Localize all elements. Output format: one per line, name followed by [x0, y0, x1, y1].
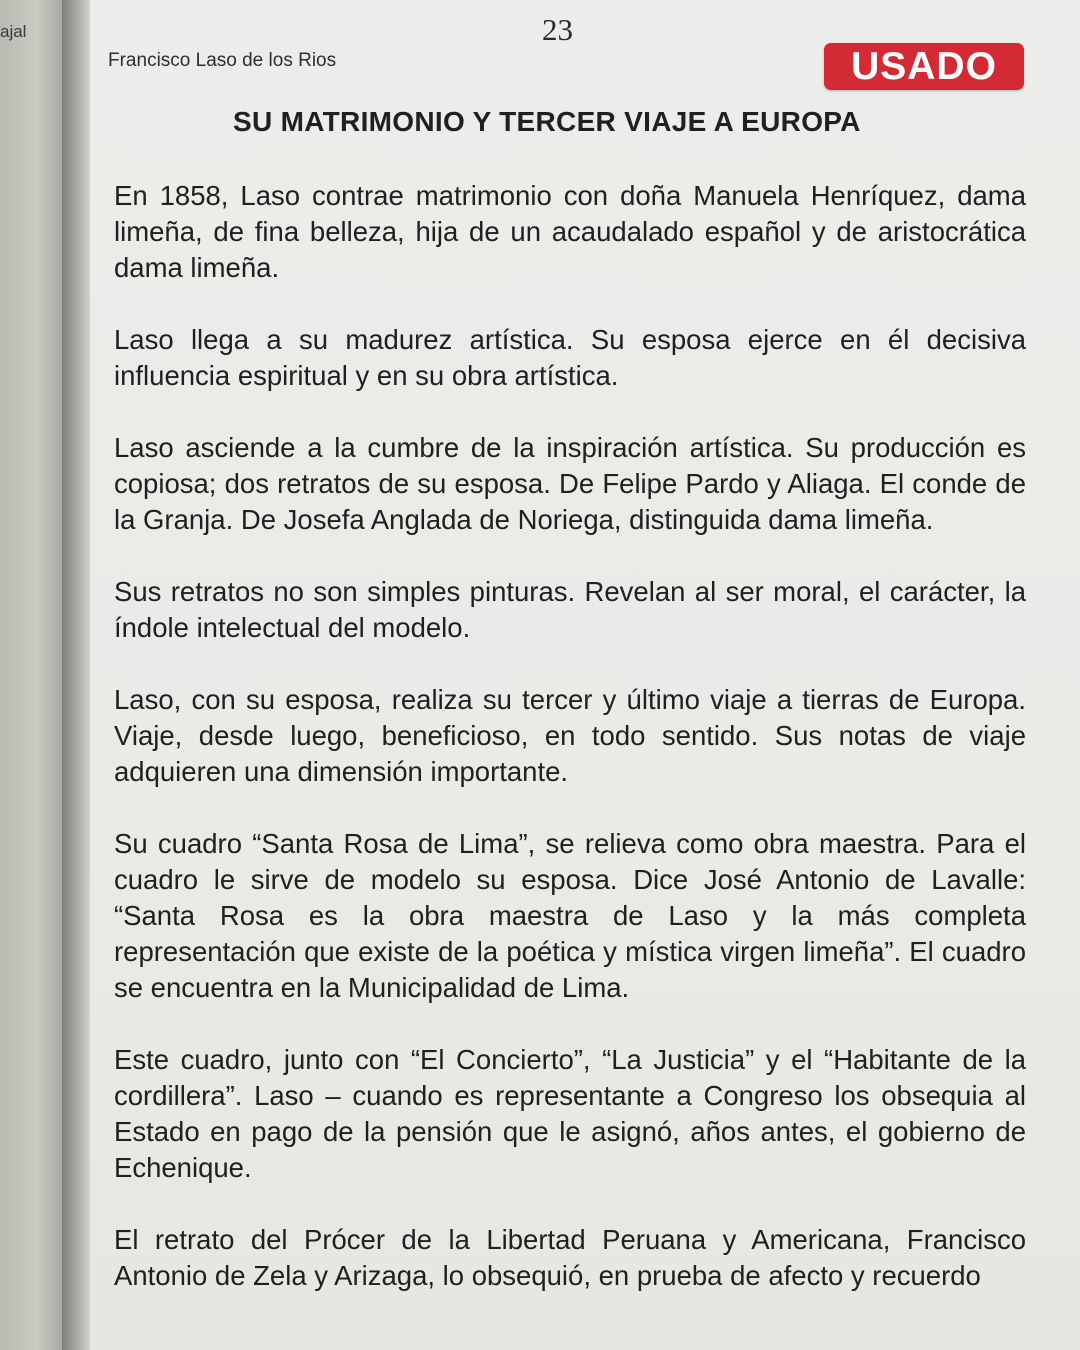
paragraph: Sus retratos no son simples pinturas. Revelan al ser moral, el carácter, la índole intelectual del modelo.: [114, 576, 1026, 643]
paragraph: En 1858, Laso contrae matrimonio con doña Manuela Henríquez, dama limeña, de fina belleza, hija de un acaudalado español y de aristocrática dama limeña.: [114, 180, 1026, 283]
paragraph: Laso, con su esposa, realiza su tercer y último viaje a tierras de Europa. Viaje, desde luego, beneficioso, en todo sentido. Sus notas de viaje adquieren una dimensión importante.: [114, 684, 1026, 787]
facing-page-edge: [0, 0, 62, 1350]
paragraph: El retrato del Prócer de la Libertad Peruana y Americana, Francisco Antonio de Zela y Arizaga, lo obsequió, en prueba de afecto y recuerdo: [114, 1224, 1026, 1291]
chapter-title: SU MATRIMONIO Y TERCER VIAJE A EUROPA: [233, 106, 861, 137]
book-gutter: [62, 0, 90, 1350]
facing-page-text: ajal: [0, 22, 27, 41]
running-header: Francisco Laso de los Rios: [108, 50, 337, 71]
paragraph: Este cuadro, junto con “El Concierto”, “La Justicia” y el “Habitante de la cordillera”. Laso – cuando es representante a Congreso los obsequia al Estado en pago de la pensión que le asignó, años antes, el gobierno de Echenique.: [114, 1044, 1026, 1183]
used-badge: USADO: [824, 43, 1024, 90]
page-number: 23: [542, 12, 573, 47]
paragraph: Laso llega a su madurez artística. Su esposa ejerce en él decisiva influencia espiritual y en su obra artística.: [114, 324, 1026, 391]
paragraph: Su cuadro “Santa Rosa de Lima”, se relieva como obra maestra. Para el cuadro le sirve de modelo su esposa. Dice José Antonio de Lavalle: “Santa Rosa es la obra maestra de Laso y la más completa representación que existe de la poética y mística virgen limeña”. El cuadro se encuentra en la Municipalidad de Lima.: [114, 828, 1026, 1003]
body-text: [114, 178, 1026, 1330]
paragraph: Laso asciende a la cumbre de la inspiración artística. Su producción es copiosa; dos retratos de su esposa. De Felipe Pardo y Aliaga. El conde de la Granja. De Josefa Anglada de Noriega, distinguida dama limeña.: [114, 432, 1026, 535]
